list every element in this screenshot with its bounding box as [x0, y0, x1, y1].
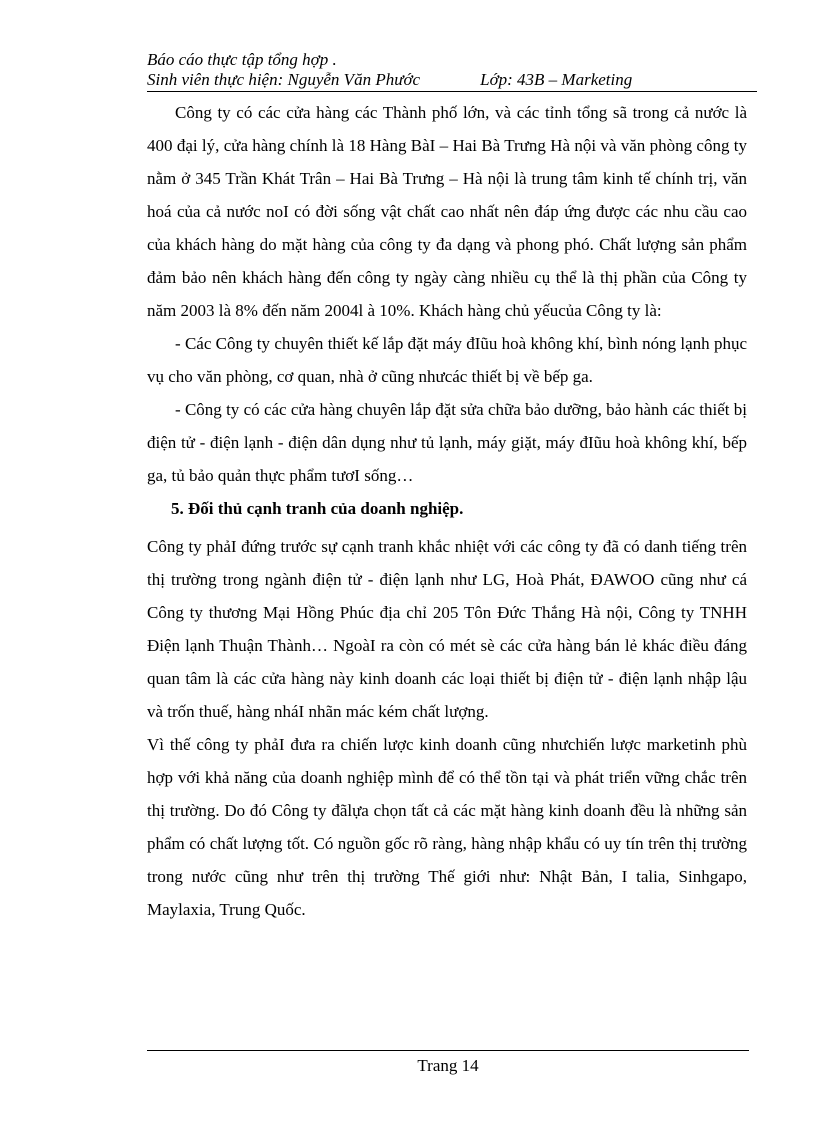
report-title: Báo cáo thực tập tổng hợp .: [147, 50, 337, 69]
paragraph-customers-1: - Các Công ty chuyên thiết kế lắp đặt máy đIũu hoà không khí, bình nóng lạnh phục vụ cho văn phòng, cơ quan, nhà ở cũng nhưcác thiết bị về bếp ga.: [147, 334, 747, 386]
student-name: Sinh viên thực hiện: Nguyễn Văn Phước: [147, 70, 421, 89]
paragraph-strategy: Vì thế công ty phảI đưa ra chiến lược kinh doanh cũng nhưchiến lược marketinh phù hợp với khả năng của doanh nghiệp mình để có thể tồn tại và phát triển vững chắc trên thị trường. Do đó Công ty đãlựa chọn tất cả các mặt hàng kinh doanh đều là những sản phẩm có chất lượng tốt. Có nguồn gốc rõ ràng, hàng nhập khẩu có uy tín trên thị trường trong nước cũng như trên thị trường Thế giới như: Nhật Bản, I talia, Sinhgapo, Maylaxia, Trung Quốc.: [147, 735, 747, 919]
class-name: Lớp: 43B – Marketing: [480, 70, 633, 89]
student-line: [147, 70, 757, 92]
page-body: [147, 96, 747, 926]
section-title: 5. Đối thủ cạnh tranh của doanh nghiệp.: [171, 499, 464, 518]
page-number: Trang 14: [417, 1056, 479, 1075]
paragraph-customers-2: - Công ty có các cửa hàng chuyên lắp đặt sửa chữa bảo dưỡng, bảo hành các thiết bị điện tử - điện lạnh - điện dân dụng như tủ lạnh, máy giặt, máy đIũu hoà không khí, bếp ga, tủ bảo quản thực phẩm tươI sống…: [147, 400, 747, 485]
paragraph-stores: Công ty có các cửa hàng các Thành phố lớn, và các tỉnh tổng sã trong cả nước là 400 đại lý, cửa hàng chính là 18 Hàng BàI – Hai Bà Trưng Hà nội và văn phòng công ty nằm ở 345 Trần Khát Trân – Hai Bà Trưng – Hà nội là trung tâm kinh tế chính trị, văn hoá của cả nước noI có đời sống vật chất cao nhất nên đáp ứng được các nhu cầu cao của khách hàng do mặt hàng của công ty đa dạng và phong phó. Chất lượng sản phẩm đảm bảo nên khách hàng đến công ty ngày càng nhiều cụ thể là thị phần của Công ty năm 2003 là 8% đến năm 2004l à 10%. Khách hàng chủ yếucủa Công ty là:: [147, 103, 747, 320]
page-header: [147, 50, 757, 92]
paragraph-competitors: Công ty phảI đứng trước sự cạnh tranh khắc nhiệt với các công ty đã có danh tiếng trên thị trường trong ngành điện tử - điện lạnh như LG, Hoà Phát, ĐAWOO cũng như cá Công ty thương Mại Hồng Phúc địa chỉ 205 Tôn Đức Thắng Hà nội, Công ty TNHH Điện lạnh Thuận Thành… NgoàI ra còn có mét sè các cửa hàng bán lẻ khác điều đáng quan tâm là các cửa hàng này kinh doanh các loại thiết bị điện tử - điện lạnh nhập lậu và trốn thuế, hàng nháI nhãn mác kém chất lượng.: [147, 537, 747, 721]
footer-divider: [147, 1050, 749, 1051]
